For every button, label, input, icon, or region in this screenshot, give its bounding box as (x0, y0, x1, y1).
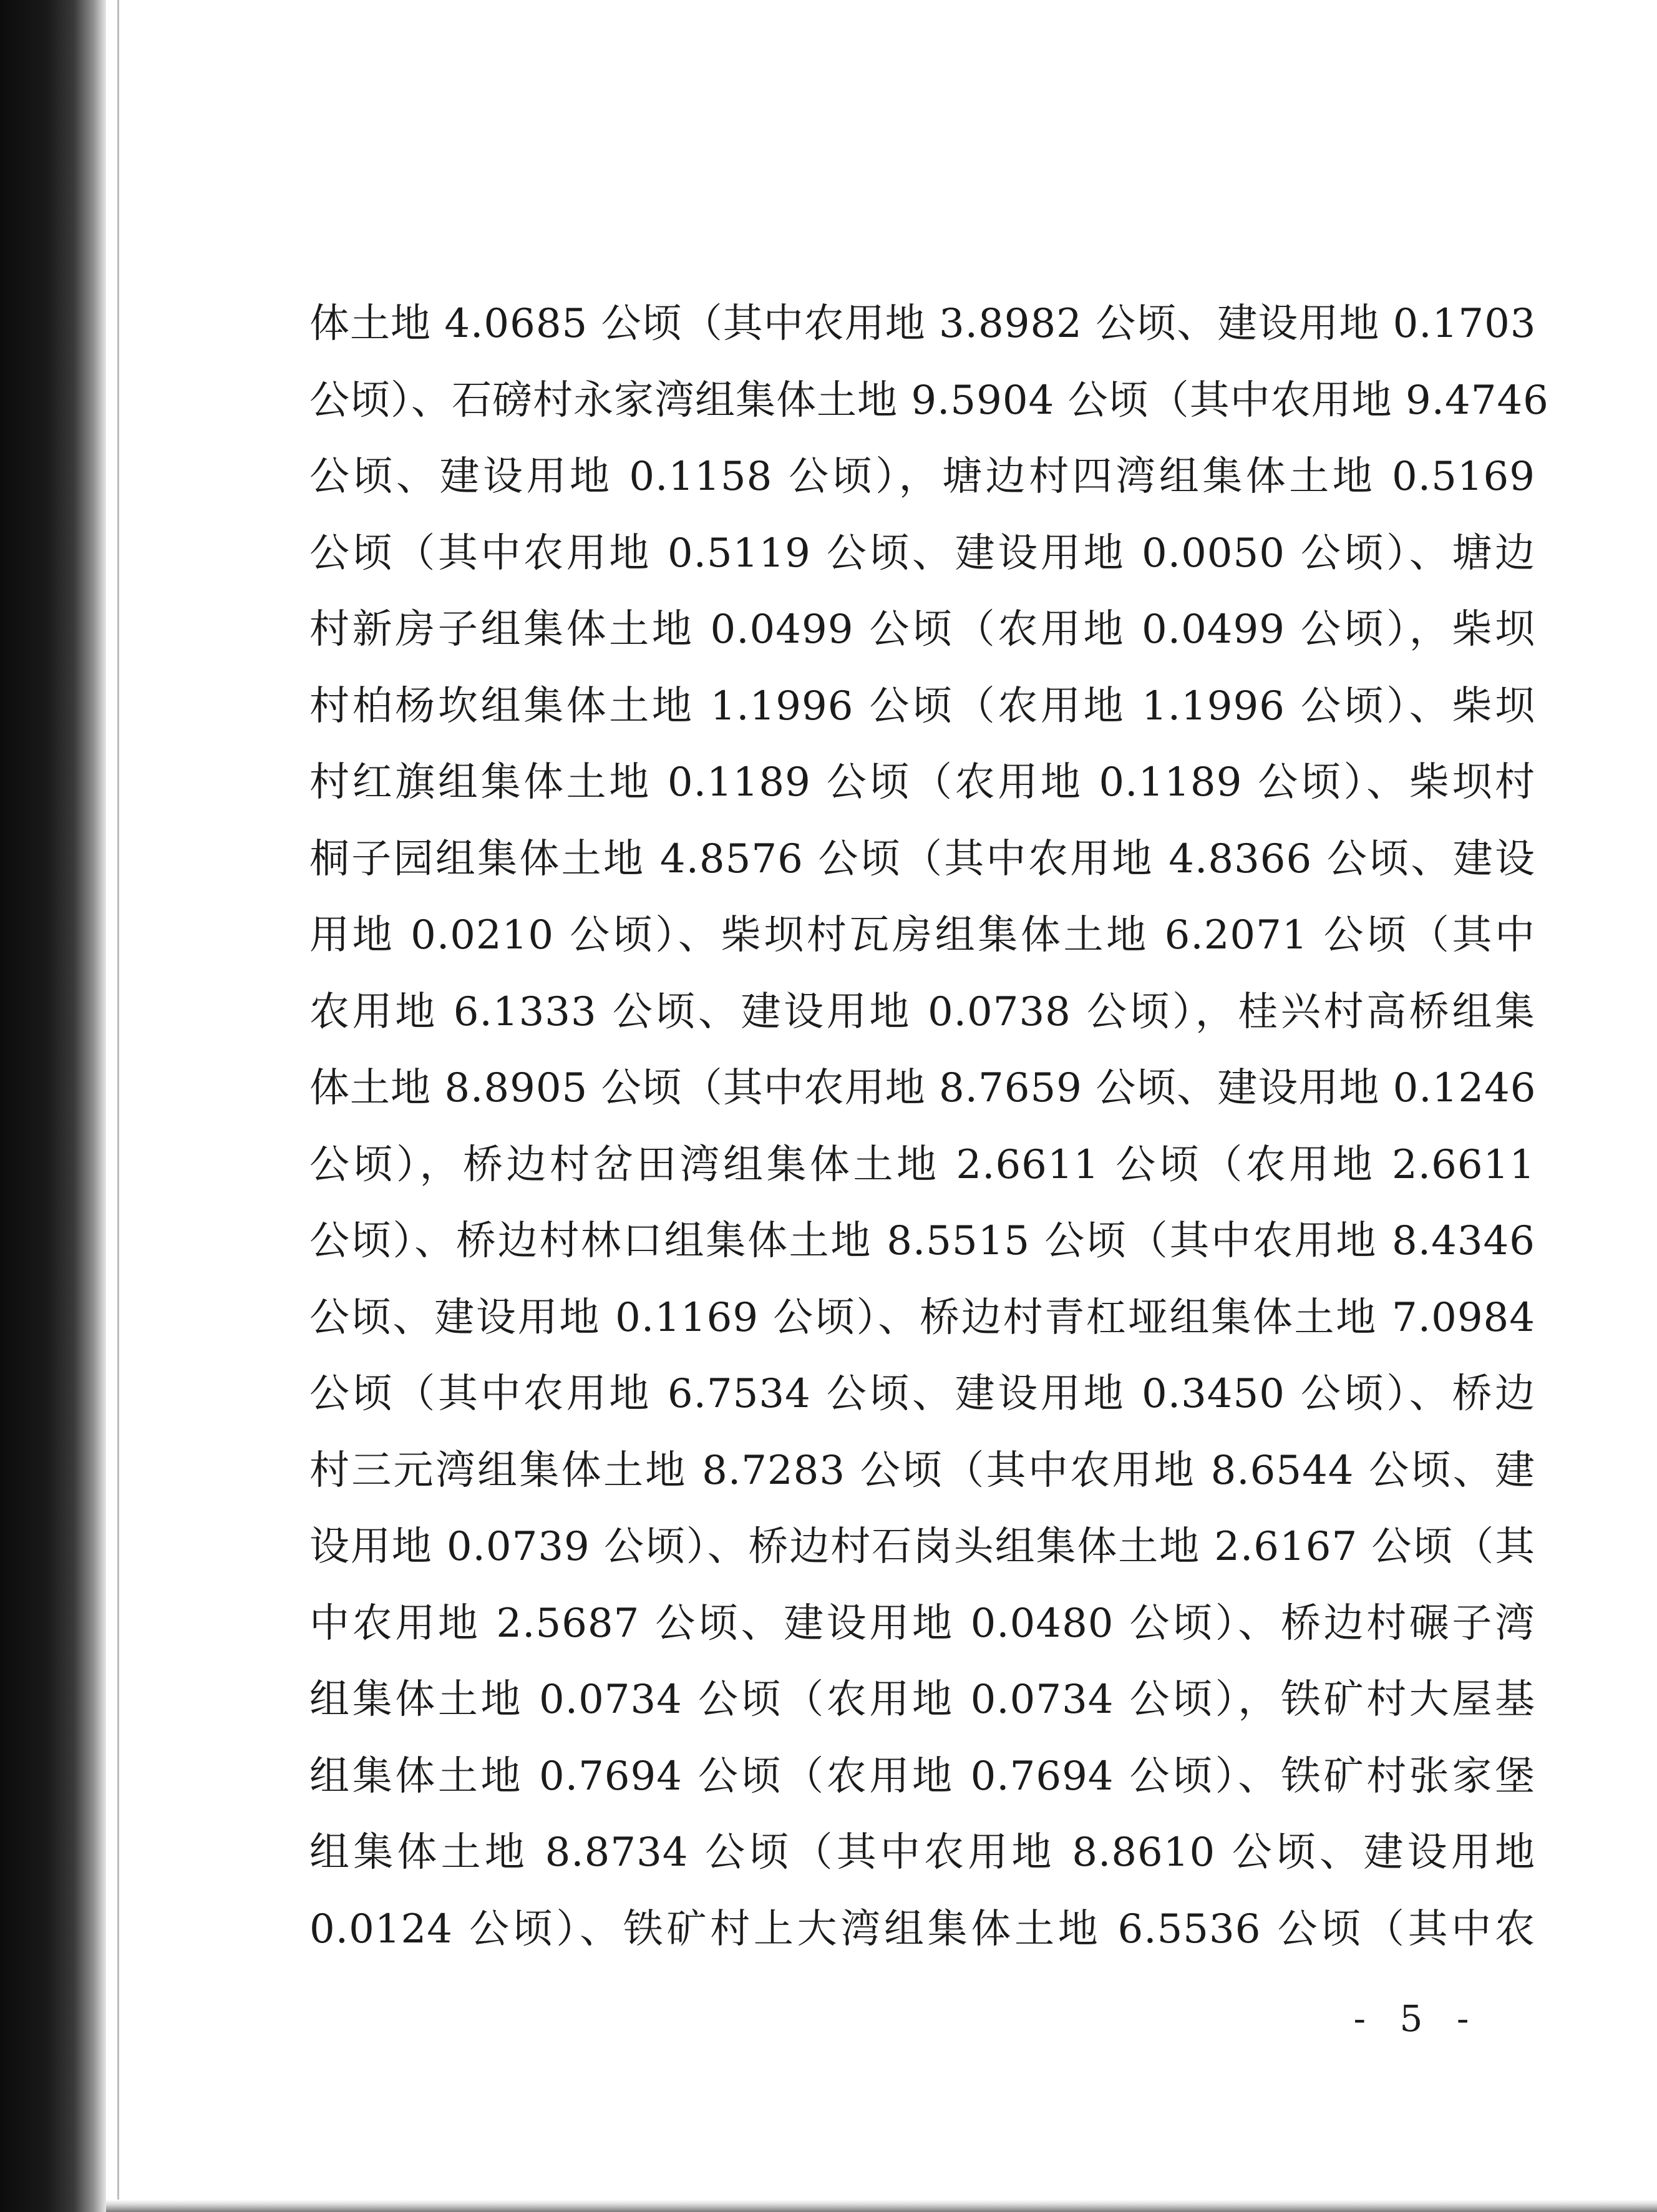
text-line: 组集体土地 0.7694 公顷（农用地 0.7694 公顷）、铁矿村张家堡 (309, 1753, 1535, 1800)
text-line: 村三元湾组集体土地 8.7283 公顷（其中农用地 8.6544 公顷、建 (309, 1447, 1535, 1494)
page-edge (117, 0, 119, 2212)
text-line: 0.0124 公顷）、铁矿村上大湾组集体土地 6.5536 公顷（其中农 (309, 1906, 1535, 1952)
text-line: 村新房子组集体土地 0.0499 公顷（农用地 0.0499 公顷），柴坝 (309, 607, 1535, 653)
text-line: 设用地 0.0739 公顷）、桥边村石岗头组集体土地 2.6167 公顷（其 (309, 1524, 1535, 1570)
text-line: 体土地 4.0685 公顷（其中农用地 3.8982 公顷、建设用地 0.1703 (309, 301, 1537, 347)
text-line: 体土地 8.8905 公顷（其中农用地 8.7659 公顷、建设用地 0.1246 (309, 1065, 1537, 1111)
text-line: 公顷（其中农用地 0.5119 公顷、建设用地 0.0050 公顷）、塘边 (309, 530, 1535, 577)
document-page (122, 0, 1657, 2200)
text-line: 农用地 6.1333 公顷、建设用地 0.0738 公顷），桂兴村高桥组集 (309, 988, 1535, 1035)
text-line: 公顷、建设用地 0.1169 公顷）、桥边村青杠垭组集体土地 7.0984 (309, 1294, 1535, 1341)
text-line: 公顷（其中农用地 6.7534 公顷、建设用地 0.3450 公顷）、桥边 (309, 1371, 1535, 1417)
page-number: - 5 - (1353, 1997, 1480, 2040)
text-line: 公顷），桥边村岔田湾组集体土地 2.6611 公顷（农用地 2.6611 (309, 1141, 1535, 1188)
text-line: 组集体土地 0.0734 公顷（农用地 0.0734 公顷），铁矿村大屋基 (309, 1677, 1535, 1723)
text-line: 村红旗组集体土地 0.1189 公顷（农用地 0.1189 公顷）、柴坝村 (309, 759, 1535, 806)
text-line: 桐子园组集体土地 4.8576 公顷（其中农用地 4.8366 公顷、建设 (309, 836, 1535, 882)
body-text (309, 286, 1549, 1967)
text-line: 组集体土地 8.8734 公顷（其中农用地 8.8610 公顷、建设用地 (309, 1830, 1535, 1876)
scan-left-shadow (0, 0, 106, 2212)
text-line: 公顷、建设用地 0.1158 公顷），塘边村四湾组集体土地 0.5169 (309, 454, 1535, 500)
text-line: 公顷）、桥边村林口组集体土地 8.5515 公顷（其中农用地 8.4346 (309, 1218, 1535, 1264)
text-line: 公顷）、石磅村永家湾组集体土地 9.5904 公顷（其中农用地 9.4746 (309, 377, 1549, 424)
scan-bottom-shadow (106, 2200, 1657, 2212)
text-line: 中农用地 2.5687 公顷、建设用地 0.0480 公顷）、桥边村碾子湾 (309, 1600, 1535, 1647)
text-line: 村柏杨坎组集体土地 1.1996 公顷（农用地 1.1996 公顷）、柴坝 (309, 683, 1535, 729)
text-line: 用地 0.0210 公顷）、柴坝村瓦房组集体土地 6.2071 公顷（其中 (309, 912, 1535, 958)
